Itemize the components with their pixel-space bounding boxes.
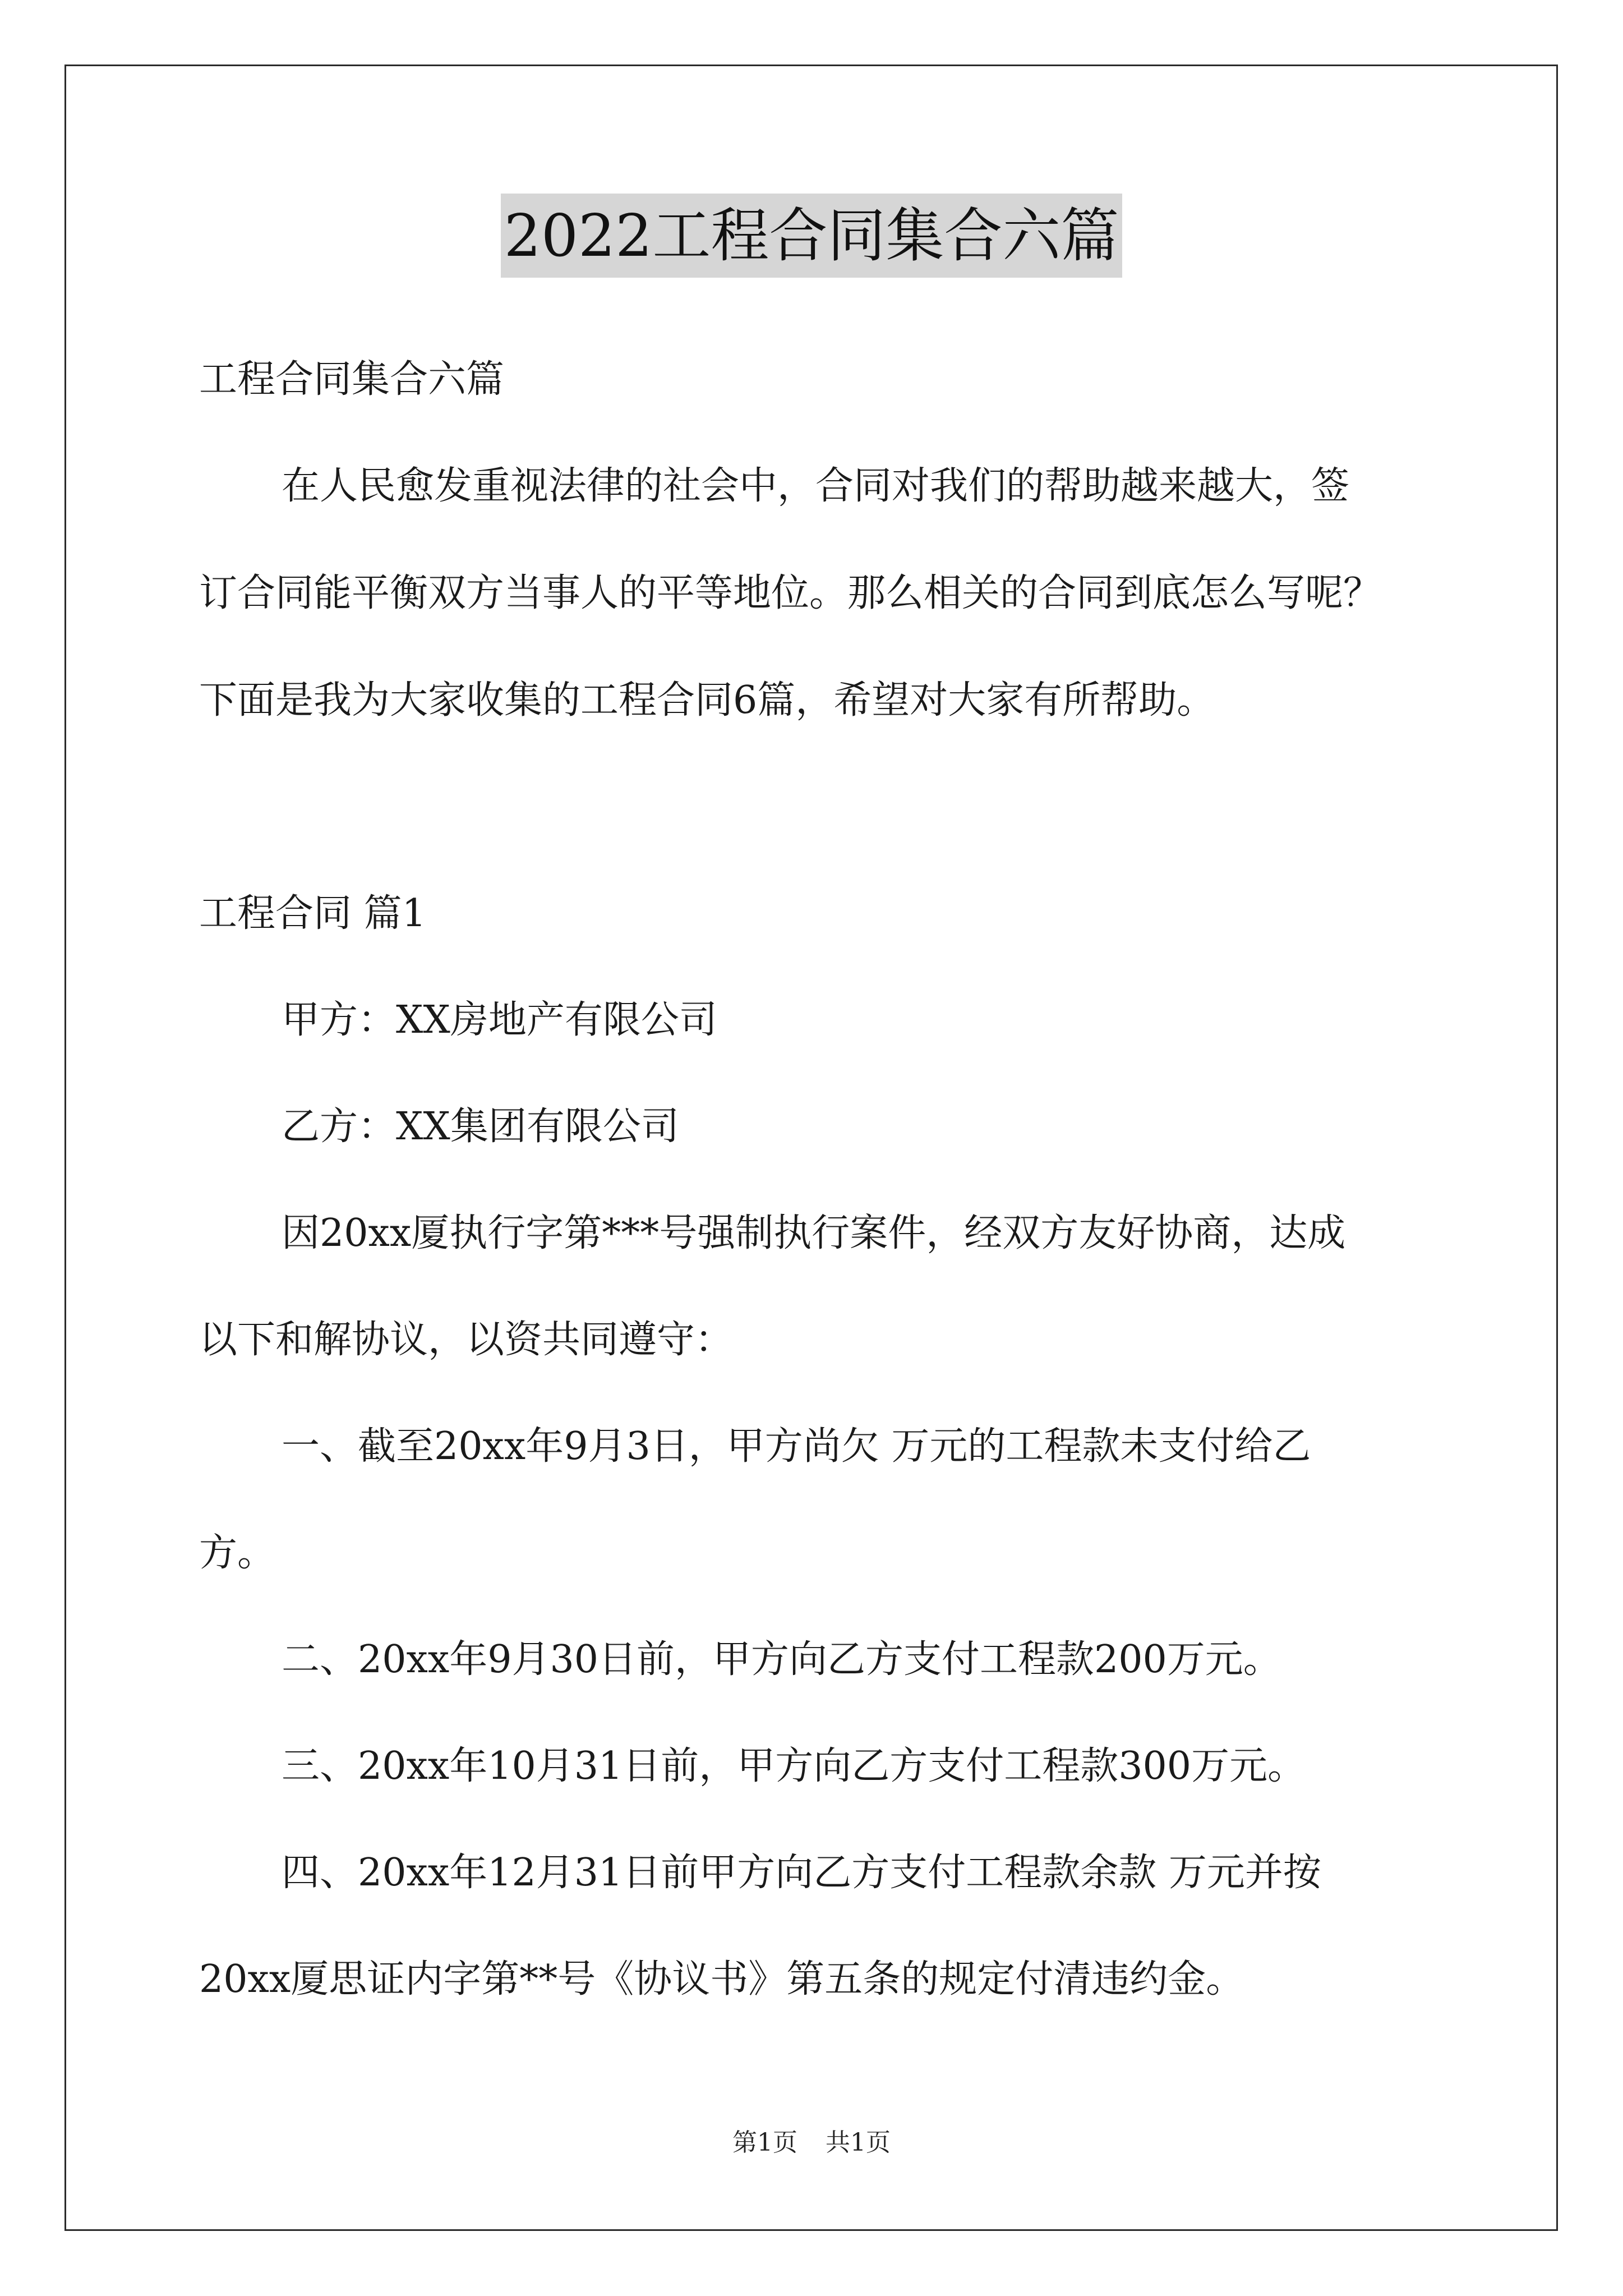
page-total: 共1页 (826, 2128, 891, 2157)
party-a: 甲方：XX房地产有限公司 (282, 998, 717, 1042)
clause-1-line-2: 方。 (199, 1531, 276, 1575)
intro-line-1: 在人民愈发重视法律的社会中，合同对我们的帮助越来越大，签 (282, 464, 1350, 508)
page-current: 第1页 (732, 2128, 797, 2157)
body-line-1: 因20xx厦执行字第***号强制执行案件，经双方友好协商，达成 (282, 1211, 1346, 1255)
document-title: 2022工程合同集合六篇 (501, 194, 1123, 278)
intro-line-3: 下面是我为大家收集的工程合同6篇，希望对大家有所帮助。 (199, 678, 1215, 723)
party-b: 乙方：XX集团有限公司 (282, 1105, 679, 1149)
clause-1-line-1: 一、截至20xx年9月3日，甲方尚欠 万元的工程款未支付给乙 (282, 1424, 1311, 1469)
body-line-2: 以下和解协议，以资共同遵守： (199, 1318, 734, 1362)
section-heading: 工程合同 篇1 (199, 891, 426, 936)
title-container (0, 194, 1623, 278)
clause-4-line-2: 20xx厦思证内字第**号《协议书》第五条的规定付清违约金。 (199, 1957, 1244, 2001)
intro-line-2: 订合同能平衡双方当事人的平等地位。那么相关的合同到底怎么写呢？ (199, 571, 1382, 615)
document-subtitle: 工程合同集合六篇 (199, 357, 505, 402)
clause-3: 三、20xx年10月31日前，甲方向乙方支付工程款300万元。 (282, 1744, 1306, 1788)
clause-4-line-1: 四、20xx年12月31日前甲方向乙方支付工程款余款 万元并按 (282, 1851, 1321, 1895)
page-footer (0, 2126, 1623, 2160)
clause-2: 二、20xx年9月30日前，甲方向乙方支付工程款200万元。 (282, 1637, 1281, 1682)
